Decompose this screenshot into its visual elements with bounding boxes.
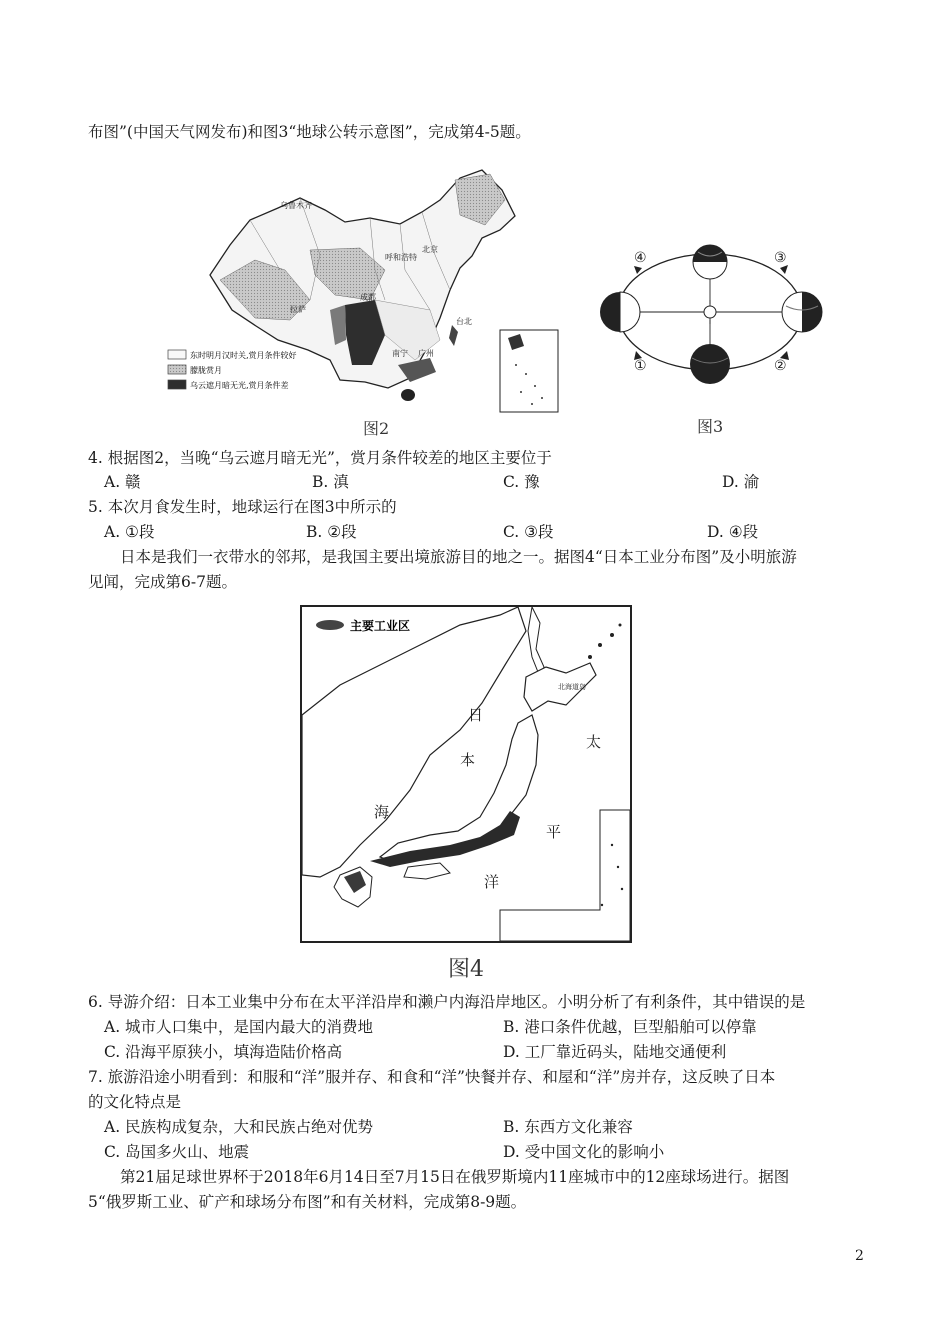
earth-bottom bbox=[690, 344, 730, 384]
q5-option-b: B. ②段 bbox=[306, 523, 357, 541]
label-tai: 太 bbox=[586, 733, 602, 751]
figure-2-caption: 图2 bbox=[363, 419, 390, 438]
q7-option-b: B. 东西方文化兼容 bbox=[503, 1118, 633, 1136]
svg-text:东时明月汉时关,赏月条件较好: 东时明月汉时关,赏月条件较好 bbox=[190, 351, 297, 360]
q5-option-d: D. ④段 bbox=[707, 523, 759, 541]
figure-3-caption: 图3 bbox=[697, 417, 724, 436]
label-ping: 平 bbox=[546, 823, 562, 841]
q4-option-d: D. 渝 bbox=[722, 473, 760, 491]
russia-paragraph-line-1: 第21届足球世界杯于2018年6月14日至7月15日在俄罗斯境内11座城市中的12座球场进行。据图 bbox=[120, 1168, 790, 1186]
map-label-guangzhou: 广州 bbox=[418, 349, 434, 358]
segment-marker-2: ② bbox=[774, 358, 787, 374]
q6-stem: 6. 导游介绍：日本工业集中分布在太平洋沿岸和濑户内海沿岸地区。小明分析了有利条件，其中错误的是 bbox=[88, 993, 806, 1011]
q7-stem-line-2: 的文化特点是 bbox=[88, 1093, 182, 1111]
map-label-urumqi: 乌鲁木齐 bbox=[280, 201, 312, 210]
q6-option-b: B. 港口条件优越，巨型船舶可以停靠 bbox=[503, 1018, 757, 1036]
earth-right bbox=[782, 292, 822, 332]
japan-paragraph-line-1: 日本是我们一衣带水的邻邦，是我国主要出境旅游目的地之一。据图4“日本工业分布图”及小明旅游 bbox=[120, 548, 797, 566]
q4-option-a: A. 赣 bbox=[104, 473, 141, 491]
figure-4-caption: 图4 bbox=[448, 957, 484, 982]
label-yang: 洋 bbox=[484, 873, 500, 891]
map-label-hohhot: 呼和浩特 bbox=[385, 253, 417, 262]
q7-stem-line-1: 7. 旅游沿途小明看到：和服和“洋”服并存、和食和“洋”快餐并存、和屋和“洋”房并存，这反映了日本 bbox=[88, 1068, 776, 1086]
figure-2-legend bbox=[168, 350, 297, 390]
map-label-taipei: 台北 bbox=[456, 317, 472, 326]
map-label-beijing: 北京 bbox=[422, 245, 438, 254]
intro-line: 布图”(中国天气网发布)和图3“地球公转示意图”，完成第4-5题。 bbox=[88, 123, 531, 141]
label-hai: 海 bbox=[374, 803, 390, 821]
q4-option-b: B. 滇 bbox=[312, 473, 349, 491]
map-label-chengdu: 成都 bbox=[360, 293, 376, 302]
q4-option-c: C. 豫 bbox=[503, 473, 540, 491]
svg-text:主要工业区: 主要工业区 bbox=[350, 619, 411, 633]
page-number: 2 bbox=[855, 1248, 864, 1264]
map-label-lhasa: 拉萨 bbox=[290, 305, 306, 314]
segment-marker-3: ③ bbox=[774, 250, 787, 266]
segment-marker-1: ① bbox=[634, 358, 647, 374]
segment-marker-4: ④ bbox=[634, 250, 647, 266]
figure-3-earth-revolution-diagram bbox=[590, 230, 830, 400]
q6-option-c: C. 沿海平原狭小，填海造陆价格高 bbox=[104, 1043, 343, 1061]
q5-option-c: C. ③段 bbox=[503, 523, 554, 541]
q6-option-a: A. 城市人口集中，是国内最大的消费地 bbox=[104, 1018, 374, 1036]
q5-stem: 5. 本次月食发生时，地球运行在图3中所示的 bbox=[88, 498, 397, 516]
q7-option-c: C. 岛国多火山、地震 bbox=[104, 1143, 250, 1161]
q6-option-d: D. 工厂靠近码头，陆地交通便利 bbox=[503, 1043, 727, 1061]
south-china-sea-inset bbox=[500, 330, 558, 412]
q7-option-d: D. 受中国文化的影响小 bbox=[503, 1143, 665, 1161]
label-ben: 本 bbox=[460, 751, 476, 769]
earth-top bbox=[693, 245, 727, 279]
svg-text:乌云遮月暗无光,赏月条件差: 乌云遮月暗无光,赏月条件差 bbox=[190, 381, 289, 390]
map-label-nanning: 南宁 bbox=[392, 349, 408, 358]
russia-paragraph-line-2: 5“俄罗斯工业、矿产和球场分布图”和有关材料，完成第8-9题。 bbox=[88, 1193, 527, 1211]
q5-option-a: A. ①段 bbox=[104, 523, 155, 541]
figure-4-japan-industry-map bbox=[300, 605, 632, 943]
svg-text:朦胧赏月: 朦胧赏月 bbox=[190, 366, 222, 375]
earth-left bbox=[600, 292, 640, 332]
figure-2-china-moon-viewing-map bbox=[160, 160, 560, 420]
label-hokkaido: 北海道岛 bbox=[558, 683, 586, 691]
q4-stem: 4. 根据图2，当晚“乌云遮月暗无光”，赏月条件较差的地区主要位于 bbox=[88, 449, 552, 467]
japan-paragraph-line-2: 见闻，完成第6-7题。 bbox=[88, 573, 237, 591]
q7-option-a: A. 民族构成复杂，大和民族占绝对优势 bbox=[104, 1118, 374, 1136]
label-ri: 日 bbox=[468, 706, 484, 724]
